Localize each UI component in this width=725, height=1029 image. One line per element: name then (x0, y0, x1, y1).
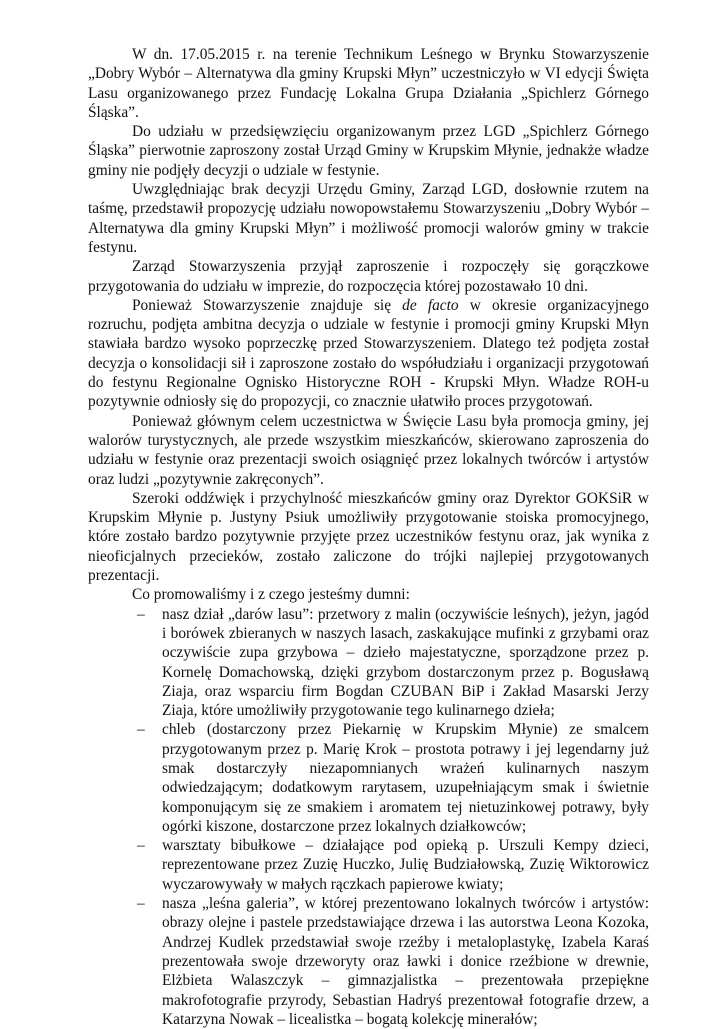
bullet-dash: – (137, 605, 145, 623)
paragraph-2: Do udziału w przedsięwzięciu organizowanym przez LGD „Spichlerz Górnego Śląska” pierwotnie zaproszony został Urząd Gminy w Krupskim Młynie, jednakże władze gminy nie podjęły decyzji o udziale w festynie. (88, 123, 649, 179)
paragraph-1: W dn. 17.05.2015 r. na terenie Technikum Leśnego w Brynku Stowarzyszenie „Dobry Wybór – Alternatywa dla gminy Krupski Młyn” uczestniczyło w VI edycji Święta Lasu organizowanego przez Fundację Lokalna Grupa Działania „Spichlerz Górnego Śląska”. (88, 46, 649, 121)
promotion-list (88, 605, 649, 1029)
document-body (88, 45, 649, 1029)
paragraph-5 (88, 296, 649, 412)
list-item (88, 605, 649, 721)
list-item-text: nasz dział „darów lasu”: przetwory z malin (oczywiście leśnych), jeżyn, jagód i borówek zbieranych w naszych lasach, zaskakujące mufinki z grzybami oraz oczywiście zupa grzybowa – dzieło majestatyczne, sporządzone przez p. Kornelę Domachowską, dzięki grzybom dostarczonym przez p. Bogusławą Ziaja, oraz wsparciu firm Bogdan CZUBAN BiP i Zakład Masarski Jerzy Ziaja, które umożliwiły przygotowanie tego kulinarnego dzieła; (162, 605, 649, 720)
paragraph-5-italic-term: de facto (402, 296, 459, 314)
list-item (88, 720, 649, 836)
list-item (88, 894, 649, 1029)
list-item-text: nasza „leśna galeria”, w której prezentowano lokalnych twórców i artystów: obrazy olejne i pastele przedstawiające drzewa i las autorstwa Leona Kozoka, Andrzej Kudlek przedstawiał swoje rzeźby i metaloplastykę, Izabela Karaś prezentowała swoje drzeworyty oraz ławki i donice rzeźbione w drewnie, Elżbieta Walaszczyk – gimnazjalistka – prezentowała przepiękne makrofotografie przyrody, Sebastian Hadryś prezentował fotografie drzew, a Katarzyna Nowak – licealistka – bogatą kolekcję minerałów; (162, 895, 649, 1028)
bullet-dash: – (137, 721, 145, 739)
paragraph-5-text-before: Ponieważ Stowarzyszenie znajduje się (132, 296, 403, 314)
paragraph-4: Zarząd Stowarzyszenia przyjął zaproszenie i rozpoczęły się gorączkowe przygotowania do udziału w imprezie, do rozpoczęcia której pozostawało 10 dni. (88, 258, 649, 295)
bullet-dash: – (137, 837, 145, 855)
list-intro: Co promowaliśmy i z czego jesteśmy dumni: (132, 586, 410, 604)
list-item (88, 836, 649, 894)
paragraph-6: Ponieważ głównym celem uczestnictwa w Święcie Lasu była promocja gminy, jej walorów turystycznych, ale przede wszystkim mieszkańców, skierowano zaproszenia do udziału w festynie oraz prezentacji swoich osiągnięć przez lokalnych twórców i artystów oraz ludzi „pozytywnie zakręconych”. (88, 412, 649, 488)
paragraph-7: Szeroki oddźwięk i przychylność mieszkańców gminy oraz Dyrektor GOKSiR w Krupskim Młynie p. Justyny Psiuk umożliwiły przygotowanie stoiska promocyjnego, które zostało bardzo pozytywnie przyjęte przez uczestników festynu oraz, jak wynika z nieoficjalnych przecieków, zostało zaliczone do trójki najlepiej przygotowanych prezentacji. (88, 489, 649, 585)
bullet-dash: – (137, 895, 145, 913)
paragraph-3: Uwzględniając brak decyzji Urzędu Gminy, Zarząd LGD, dosłownie rzutem na taśmę, przedstawił propozycję udziału nowopowstałemu Stowarzyszeniu „Dobry Wybór – Alternatywa dla gminy Krupski Młyn” i możliwość promocji walorów gminy w trakcie festynu. (88, 181, 649, 256)
list-item-text: chleb (dostarczony przez Piekarnię w Krupskim Młynie) ze smalcem przygotowanym przez p. Marię Krok – prostota potrawy i jej legendarny już smak dostarczyły niezapomnianych wrażeń kulinarnych naszym odwiedzającym; dodatkowym rarytasem, uzupełniającym smak i świetnie komponującym się ze smakiem i aromatem tej nietuzinkowej potrawy, były ogórki kiszone, dostarczone przez lokalnych działkowców; (162, 721, 649, 835)
paragraph-5-text-after: w okresie organizacyjnego rozruchu, podjęta ambitna decyzja o udziale w festynie i promocji gminy Krupski Młyn stawiała bardzo wysoko poprzeczkę przed Stowarzyszeniem. Dlatego też podjęta został decyzja o konsolidacji sił i zaproszone zostało do współudziału i organizacji przygotowań do festynu Regionalne Ognisko Historyczne ROH - Krupski Młyn. Władze ROH-u pozytywnie odniosły się do propozycji, co znacznie ułatwiło proces przygotowań. (88, 296, 649, 411)
list-item-text: warsztaty bibułkowe – działające pod opieką p. Urszuli Kempy dzieci, reprezentowane przez Zuzię Huczko, Julię Budziałowską, Zuzię Wiktorowicz wyczarowywały w małych rączkach papierowe kwiaty; (162, 837, 649, 893)
